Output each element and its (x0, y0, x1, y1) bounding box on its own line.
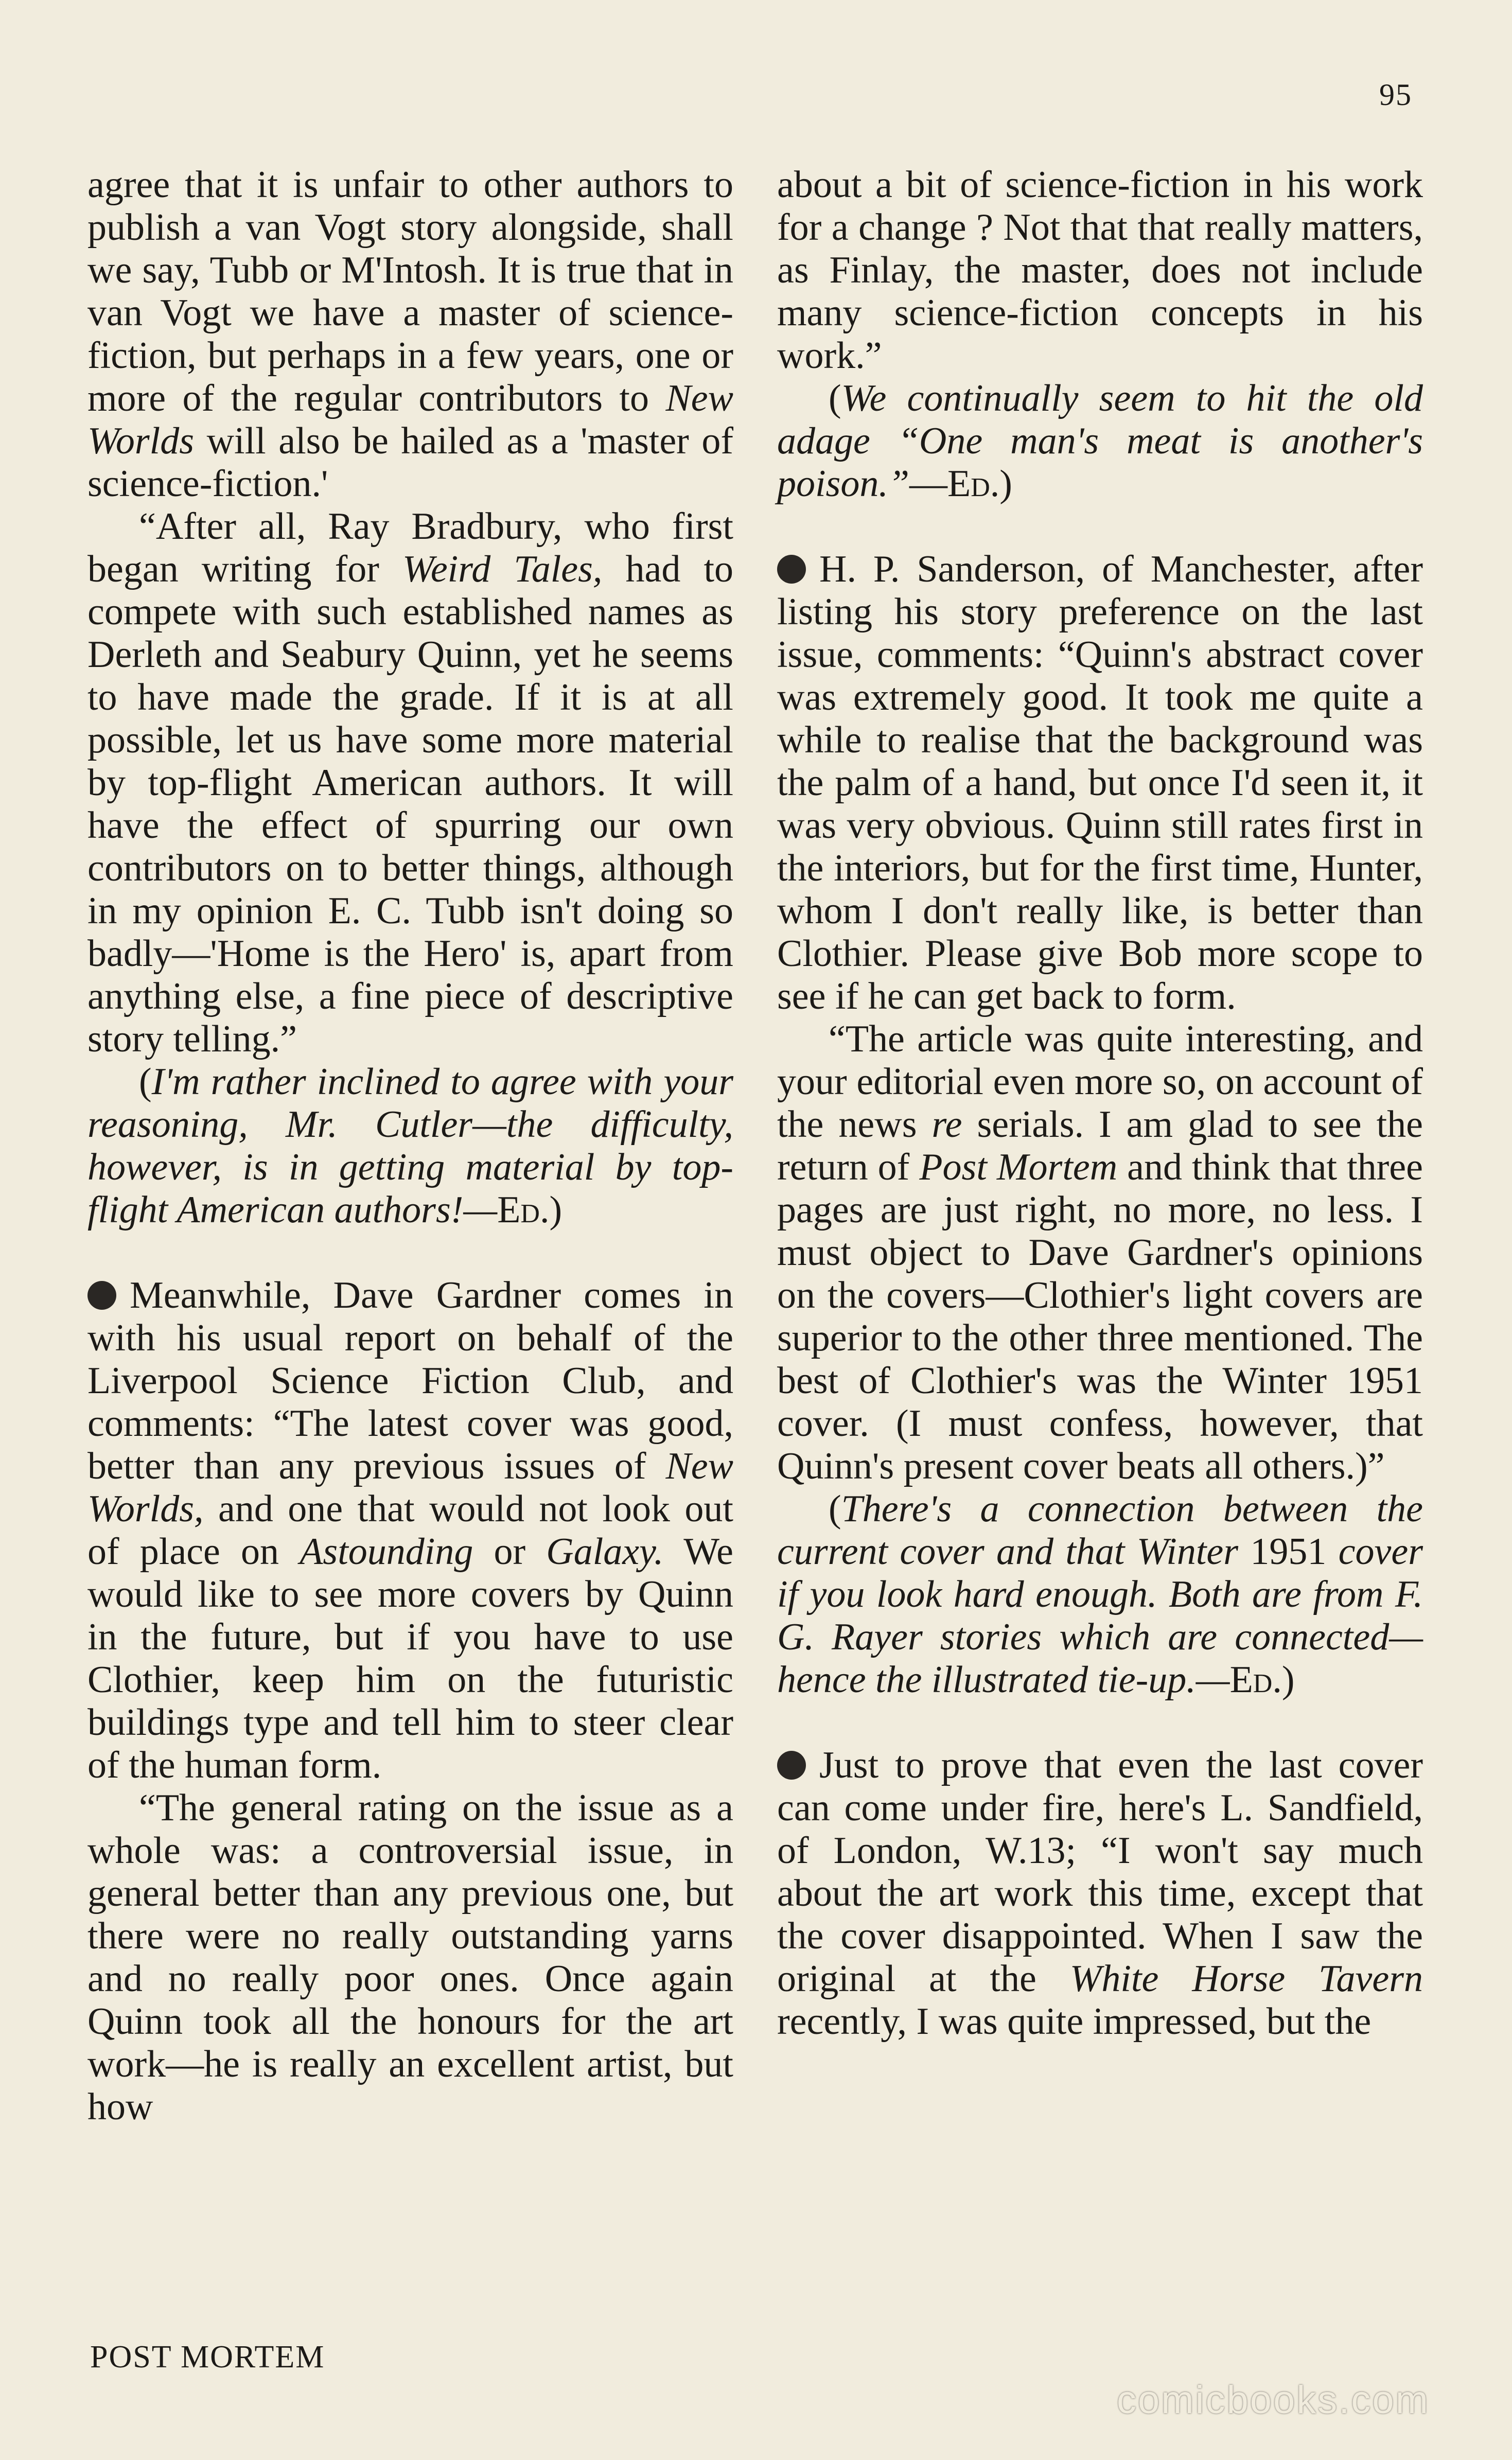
letter-sanderson: H. P. Sanderson, of Manchester, after listing his story preference on the last issue, comments: “Quinn's abstract cover was extremely good. It took me quite a while to realise that the background was the palm of a hand, but once I'd seen it, it was very obvious. Quinn still rates first in the interiors, but for the first time, Hunter, whom I don't really like, is better than Clothier. Please give Bob more scope to see if he can get back to form. (777, 548, 1423, 1017)
paragraph-bradbury: “After all, Ray Bradbury, who first began writing for Weird Tales, had to compete with such established names as Derleth and Seabury Quinn, yet he seems to have made the grade. If it is at all possible, let us have some more material by top-flight American authors. It will have the effect of spurring our own contributors on to better things, although in my opinion E. C. Tubb isn't doing so badly—'Home is the Hero' is, apart from anything else, a fine piece of descriptive story telling.” (87, 505, 733, 1060)
paragraph-general-rating: “The general rating on the issue as a whole was: a controversial issue, in general better than any previous one, but there were no really outstanding yarns and no really poor ones. Once again Quinn took all the honours for the art work—he is really an excellent artist, but how (87, 1787, 733, 2128)
paragraph-gardner-end: about a bit of science-fiction in his work for a change ? Not that that really matters, as Finlay, the master, does not include many science-fiction concepts in his work.” (777, 164, 1423, 377)
page-number: 95 (1379, 78, 1412, 112)
letter-sandfield: Just to prove that even the last cover can come under fire, here's L. Sandfield, of London, W.13; “I won't say much about the art work this time, except that the cover disappointed. When I saw the original at the White Horse Tavern recently, I was quite impressed, but the (777, 1744, 1423, 2043)
editor-reply: (There's a connection between the current cover and that Winter 1951 cover if you look hard enough. Both are from F. G. Rayer stories which are connected—hence the illustrated tie-up.—Ed.) (777, 1488, 1423, 1701)
editor-reply: (We continually seem to hit the old adage “One man's meat is another's poison.”—Ed.) (777, 377, 1423, 505)
paragraph-article: “The article was quite interesting, and your editorial even more so, on account of the news re serials. I am glad to see the return of Post Mortem and think that three pages are just right, no more, no less. I must object to Dave Gardner's opinions on the covers—Clothier's light covers are superior to the other three mentioned. The best of Clothier's was the Winter 1951 cover. (I must confess, however, that Quinn's present cover beats all others.)” (777, 1018, 1423, 1487)
editor-reply: (I'm rather inclined to agree with your reasoning, Mr. Cutler—the difficulty, however, is in getting material by top-flight American authors!—Ed.) (87, 1061, 733, 1231)
letter-gardner: Meanwhile, Dave Gardner comes in with his usual report on behalf of the Liverpool Science Fiction Club, and comments: “The latest cover was good, better than any previous issues of New Worlds, and one that would not look out of place on Astounding or Galaxy. We would like to see more covers by Quinn in the future, but if you have to use Clothier, keep him on the futuristic buildings type and tell him to steer clear of the human form. (87, 1274, 733, 1786)
running-footer: POST MORTEM (90, 2340, 325, 2375)
left-column (87, 164, 733, 2129)
editor-signature: Ed. (1229, 1659, 1282, 1701)
paragraph-cutler-end: agree that it is unfair to other authors to publish a van Vogt story alongside, shall we say, Tubb or M'Intosh. It is true that in van Vogt we have a master of science-fiction, but perhaps in a few years, one or more of the regular contributors to New Worlds will also be hailed as a 'master of science-fiction.' (87, 164, 734, 505)
bullet-dot-icon (777, 1751, 806, 1780)
magazine-title: New Worlds (87, 377, 734, 462)
watermark: comicbooks.com (1117, 2378, 1430, 2422)
bullet-dot-icon (777, 555, 806, 584)
bullet-dot-icon (87, 1281, 116, 1310)
right-column (777, 164, 1423, 2043)
magazine-title: Weird Tales, (402, 548, 603, 590)
editor-signature: Ed. (947, 463, 1000, 505)
editor-signature: Ed. (497, 1189, 550, 1231)
